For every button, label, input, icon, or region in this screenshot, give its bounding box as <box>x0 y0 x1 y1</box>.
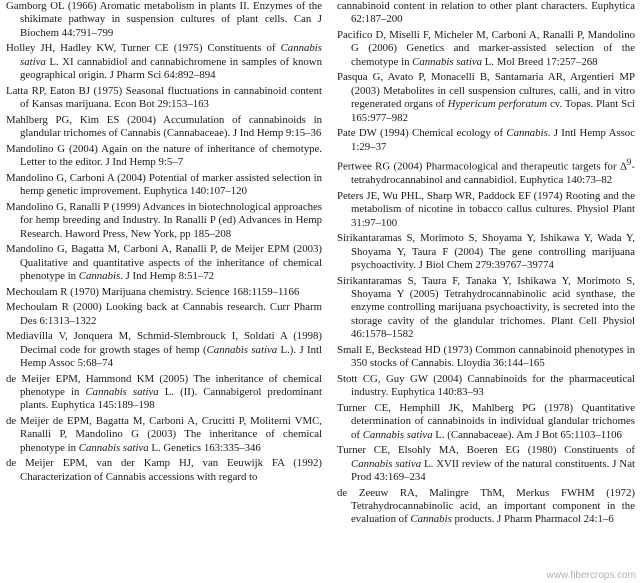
reference-entry: Sirikantaramas S, Morimoto S, Shoyama Y, Ishikawa Y, Wada Y, Shoyama Y, Taura F (2004) The gene controlling marijuana psychoactivity. J Biol Chem 279:39767–39774 <box>337 232 635 272</box>
reference-entry: Small E, Beckstead HD (1973) Common cannabinoid phenotypes in 350 stocks of Cannabis. Lloydia 36:144–165 <box>337 343 635 370</box>
reference-entry: Mandolino G, Ranalli P (1999) Advances in biotechnological approaches for hemp breeding and Industry. In Ranalli P (ed) Advances in Hemp Research. Haword Press, New York, pp 185–208 <box>6 200 322 240</box>
reference-entry: Pate DW (1994) Chemical ecology of Cannabis. J Intl Hemp Assoc 1:29–37 <box>337 127 635 153</box>
reference-entry: Mandolino G (2004) Again on the nature of inheritance of chemotype. Letter to the editor. J Ind Hemp 9:5–7 <box>6 142 322 169</box>
reference-entry: Turner CE, Hemphill JK, Mahlberg PG (1978) Quantitative determination of cannabinoids in individual glandular trichomes of Cannabis sativa L. (Cannabaceae). Am J Bot 65:1103–1106 <box>337 401 635 441</box>
reference-entry: Holley JH, Hadley KW, Turner CE (1975) Constituents of Cannabis sativa L. XI cannabidiol and cannabichromene in samples of known geographical origin. J Pharm Sci 64:892–894 <box>6 42 322 82</box>
reference-entry: Mandolino G, Carboni A (2004) Potential of marker assisted selection in hemp genetic improvement. Euphytica 140:107–120 <box>6 171 322 198</box>
reference-entry: Mahlberg PG, Kim ES (2004) Accumulation of cannabinoids in glandular trichomes of Cannabis (Cannabaceae). J Ind Hemp 9:15–36 <box>6 113 322 140</box>
reference-entry: Pertwee RG (2004) Pharmacological and therapeutic targets for $\Delta^9$-tetrahydrocannabinol and cannabidiol. Euphytica 140:73–82 <box>337 157 635 187</box>
reference-entry: Pacifico D, Miselli F, Micheler M, Carboni A, Ranalli P, Mandolino G (2006) Genetics and marker-assisted selection of the chemotype in Cannabis sativa L. Mol Breed 17:257–268 <box>337 29 635 68</box>
reference-entry: de Zeeuw RA, Malingre ThM, Merkus FWHM (1972) Tetrahydrocannabinolic acid, an important component in the evaluation of Cannabis products. J Pharm Pharmacol 24:1–6 <box>337 486 635 526</box>
reference-entry: Gamborg OL (1966) Aromatic metabolism in plants II. Enzymes of the shikimate pathway in suspension cultures of plant cells. Can J Biochem 44:791–799 <box>6 0 322 39</box>
reference-entry: Sirikantaramas S, Taura F, Tanaka Y, Ishikawa Y, Morimoto S, Shoyama Y (2005) Tetrahydrocannabinolic acid synthase, the enzyme controlling marijuana psychoactivity, is secreted into the storage cavity of the glandular trichomes. Plant Cell Physiol 46:1578–1582 <box>337 274 635 341</box>
reference-entry: Mediavilla V, Jonquera M, Schmid-Slembrouck I, Soldati A (1998) Decimal code for growth stages of hemp (Cannabis sativa L.). J Intl Hemp Assoc 5:68–74 <box>6 330 322 370</box>
reference-entry: de Meijer de EPM, Bagatta M, Carboni A, Crucitti P, Moliterni VMC, Ranalli P, Mandolino G (2003) The inheritance of chemical phenotype in Cannabis sativa L. Genetics 163:335–346 <box>6 415 322 454</box>
reference-column-left <box>6 0 322 486</box>
reference-entry: Turner CE, Elsohly MA, Boeren EG (1980) Constituents of Cannabis sativa L. XVII review of the natural constituents. J Nat Prod 43:169–234 <box>337 444 636 484</box>
reference-entry: Pasqua G, Avato P, Monacelli B, Santamaria AR, Argentieri MP (2003) Metabolites in cell suspension cultures, calli, and in vitro regenerated organs of Hypericum perforatum cv. Topas. Plant Sci 165:977–982 <box>337 71 635 124</box>
reference-entry: Stott CG, Guy GW (2004) Cannabinoids for the pharmaceutical industry. Euphytica 140:83–93 <box>337 372 635 399</box>
watermark: www.fibercrops.com <box>546 570 636 581</box>
reference-entry: de Meijer EPM, Hammond KM (2005) The inheritance of chemical phenotype in Cannabis sativa L. (II). Cannabigerol predominant plants. Euphytica 145:189–198 <box>6 372 322 412</box>
reference-entry: Mechoulam R (1970) Marijuana chemistry. Science 168:1159–1166 <box>6 285 300 298</box>
reference-entry: de Meijer EPM, van der Kamp HJ, van Eeuwijk FA (1992) Characterization of Cannabis accessions with regard to <box>6 457 322 483</box>
reference-entry: cannabinoid content in relation to other plant characters. Euphytica 62:187–200 <box>337 0 635 26</box>
reference-entry: Mandolino G, Bagatta M, Carboni A, Ranalli P, de Meijer EPM (2003) Qualitative and quantitative aspects of the inheritance of chemical phenotype in Cannabis. J Ind Hemp 8:51–72 <box>6 243 322 283</box>
reference-entry: Peters JE, Wu PHL, Sharp WR, Paddock EF (1974) Rooting and the metabolism of nicotine in tobacco callus cultures. Physiol Plant 31:97–100 <box>337 189 635 229</box>
reference-entry: Latta RP, Eaton BJ (1975) Seasonal fluctuations in cannabinoid content of Kansas marijuana. Econ Bot 29:153–163 <box>6 84 322 111</box>
reference-entry: Mechoulam R (2000) Looking back at Cannabis research. Curr Pharm Des 6:1313–1322 <box>6 301 322 327</box>
reference-column-right <box>337 0 635 529</box>
